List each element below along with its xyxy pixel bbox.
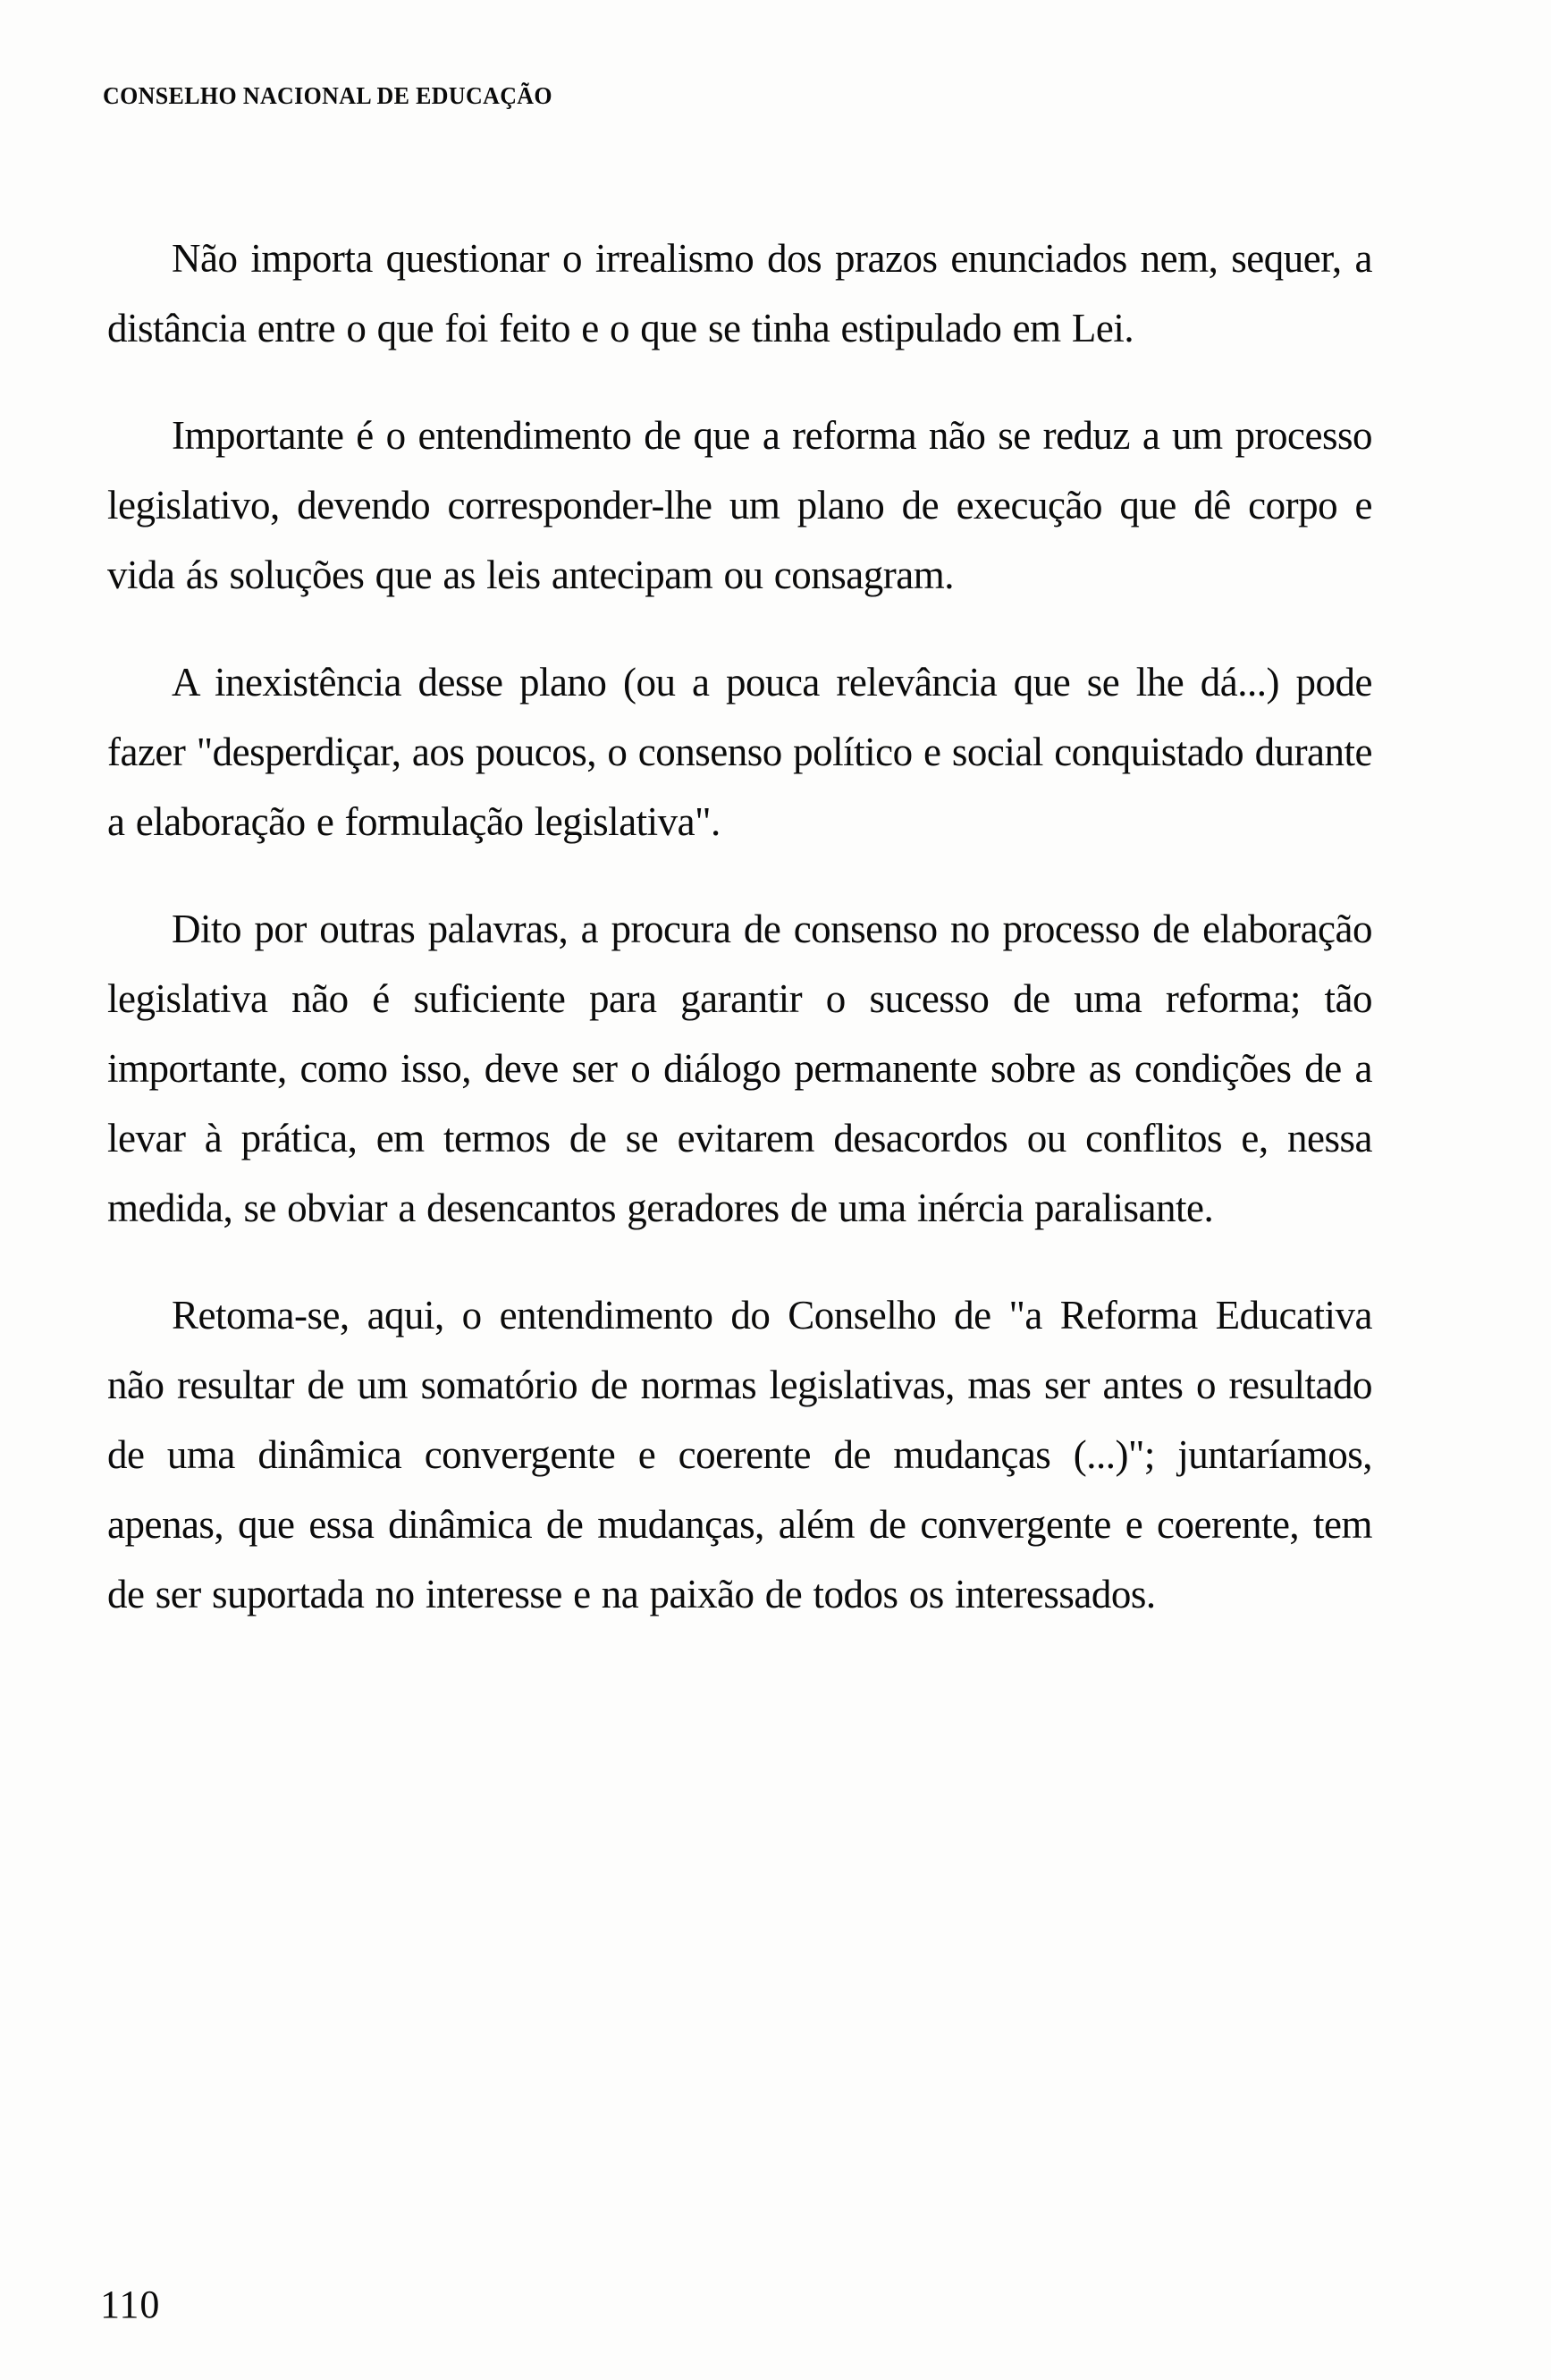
paragraph-5: Retoma-se, aqui, o entendimento do Conselho de "a Reforma Educativa não resultar de um somatório de normas legislativas, mas ser antes o resultado de uma dinâmica convergente e coerente de mudanças (...)"; juntaríamos, apenas, que essa dinâmica de mudanças, além de convergente e coerente, tem de ser suportada no interesse e na paixão de todos os interessados. bbox=[107, 1293, 1372, 1616]
page-number: 110 bbox=[100, 2283, 161, 2326]
paragraph-2: Importante é o entendimento de que a reforma não se reduz a um processo legislativo, devendo corresponder-lhe um plano de execução que dê corpo e vida ás soluções que as leis antecipam ou consagram. bbox=[107, 413, 1372, 597]
paragraph-3: A inexistência desse plano (ou a pouca relevância que se lhe dá...) pode fazer "desperdiçar, aos poucos, o consenso político e social conquistado durante a elaboração e formulação legislativa". bbox=[107, 660, 1372, 844]
paragraph-1: Não importa questionar o irrealismo dos prazos enunciados nem, sequer, a distância entre o que foi feito e o que se tinha estipulado em Lei. bbox=[107, 236, 1372, 350]
paragraph-4: Dito por outras palavras, a procura de consenso no processo de elaboração legislativa não é suficiente para garantir o sucesso de uma reforma; tão importante, como isso, deve ser o diálogo permanente sobre as condições de a levar à prática, em termos de se evitarem desacordos ou conflitos e, nessa medida, se obviar a desencantos geradores de uma inércia paralisante. bbox=[107, 907, 1372, 1230]
document-body bbox=[107, 224, 1372, 1667]
running-header: CONSELHO NACIONAL DE EDUCAÇÃO bbox=[103, 82, 552, 109]
